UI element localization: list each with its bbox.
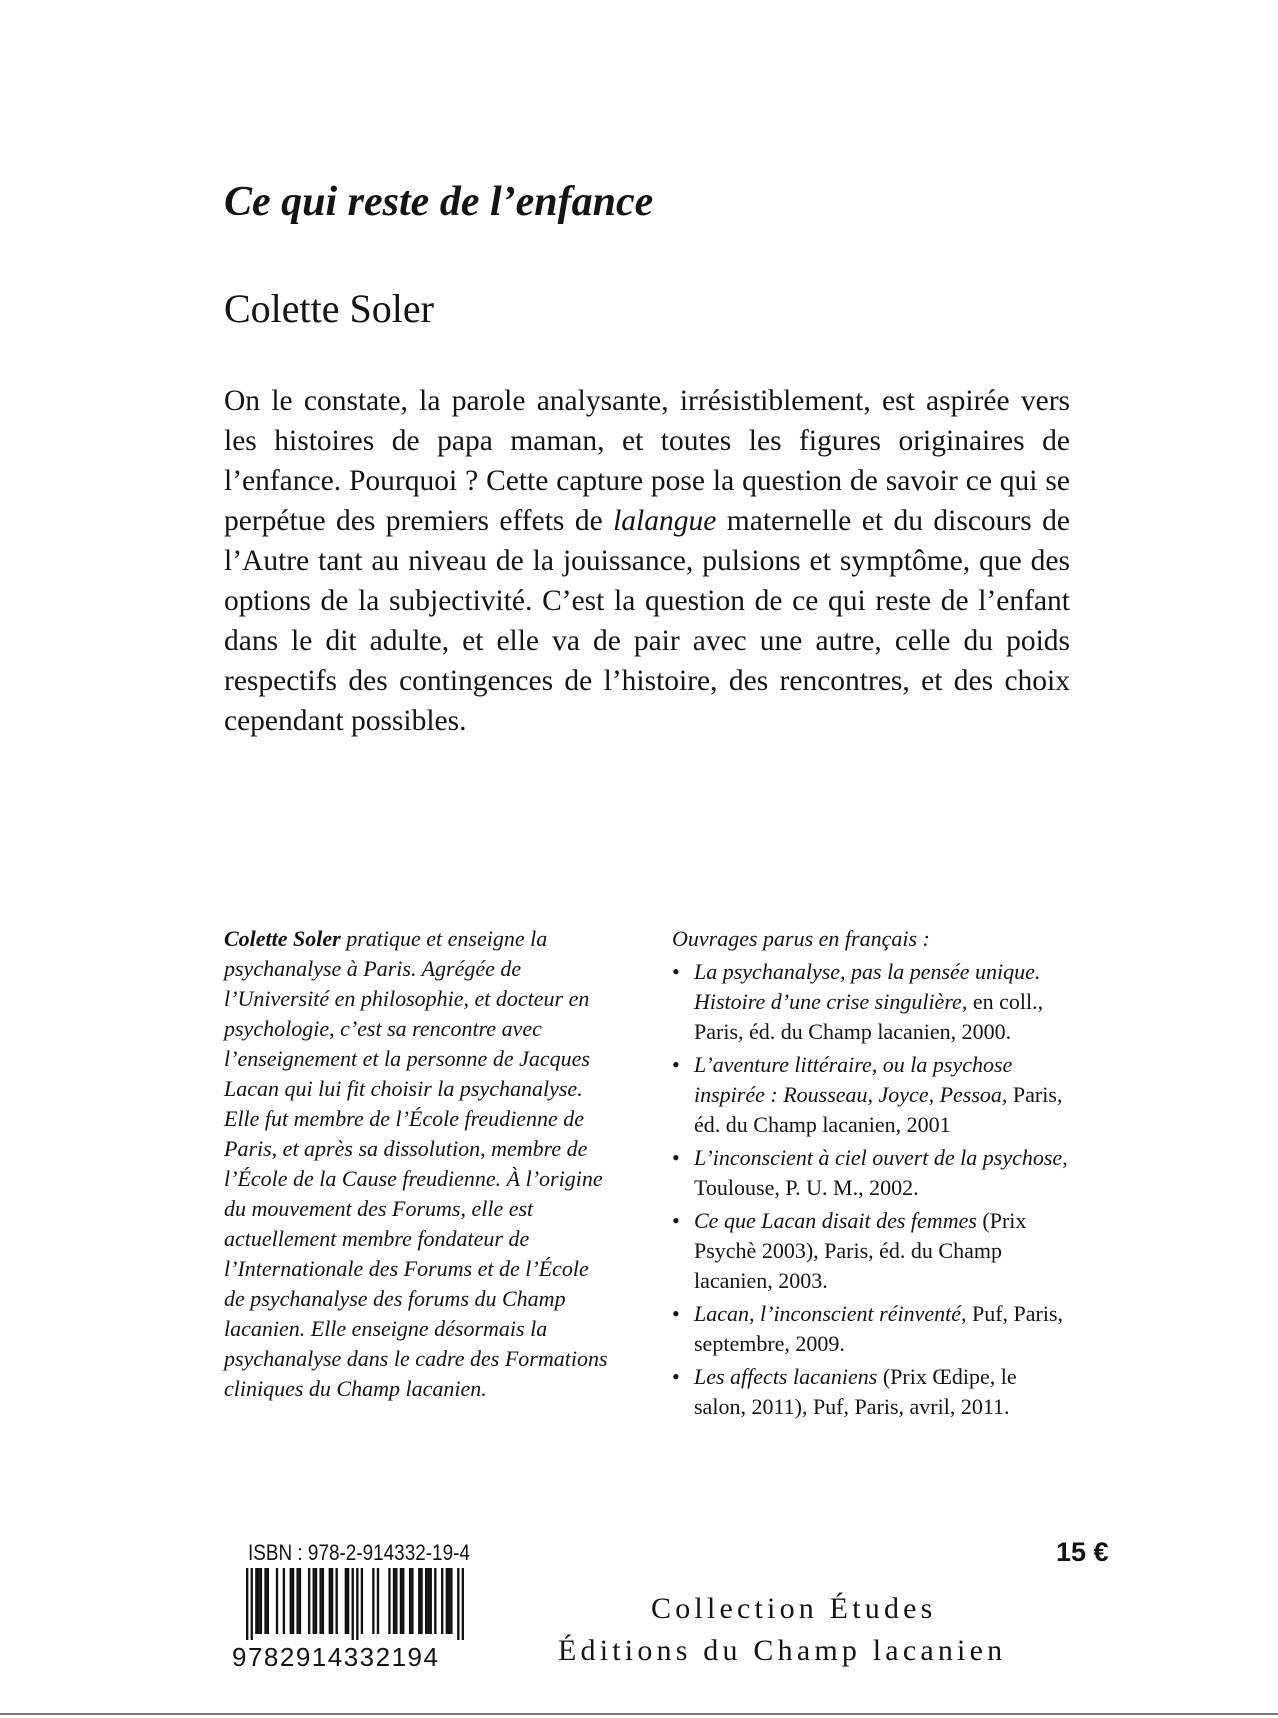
barcode-bar bbox=[425, 1568, 427, 1634]
barcode-bar bbox=[345, 1568, 347, 1634]
barcode-bar bbox=[409, 1568, 411, 1634]
work-details: (Prix Psychè 2003), Paris, éd. du Champ lacanien, 2003. bbox=[694, 1208, 1027, 1293]
work-title: La psychanalyse, pas la pensée unique. Histoire d’une crise singulière, bbox=[694, 959, 1041, 1014]
bottom-divider bbox=[0, 1713, 1278, 1715]
price-label: 15 € bbox=[1056, 1537, 1109, 1567]
work-title: L’inconscient à ciel ouvert de la psychose, bbox=[694, 1145, 1068, 1170]
list-item bbox=[672, 1143, 1072, 1203]
barcode-bar bbox=[393, 1568, 395, 1634]
bullet-icon: • bbox=[672, 1052, 680, 1077]
bullet-icon: • bbox=[672, 1208, 680, 1233]
barcode-bar bbox=[335, 1568, 337, 1634]
list-item bbox=[672, 1299, 1072, 1359]
barcode-bar bbox=[347, 1568, 349, 1634]
barcode-bar bbox=[267, 1568, 269, 1634]
barcode-bar bbox=[448, 1568, 450, 1634]
barcode-bar bbox=[450, 1568, 452, 1634]
barcode-bar bbox=[276, 1568, 278, 1634]
barcode-bar bbox=[299, 1568, 301, 1634]
work-details: Puf, Paris, septembre, 2009. bbox=[694, 1301, 1064, 1356]
barcode-bar bbox=[462, 1568, 464, 1640]
barcode-bar bbox=[457, 1568, 459, 1640]
barcode-bar bbox=[292, 1568, 294, 1634]
book-title: Ce qui reste de l’enfance bbox=[224, 179, 654, 225]
book-summary bbox=[224, 381, 1070, 741]
barcode-bar bbox=[251, 1568, 253, 1640]
barcode-icon bbox=[246, 1568, 464, 1640]
barcode-bar bbox=[430, 1568, 432, 1634]
barcode-bar bbox=[329, 1568, 331, 1634]
work-details: (Prix Œdipe, le salon, 2011), Puf, Paris, avril, 2011. bbox=[694, 1364, 1017, 1419]
isbn-label: ISBN : 978-2-914332-19-4 bbox=[248, 1540, 470, 1565]
list-item bbox=[672, 1050, 1072, 1140]
barcode-bar bbox=[361, 1568, 363, 1634]
barcode-bar bbox=[434, 1568, 436, 1634]
work-details: en coll., Paris, éd. du Champ lacanien, 2000. bbox=[694, 989, 1044, 1044]
barcode-bar bbox=[322, 1568, 324, 1634]
list-item bbox=[672, 957, 1072, 1047]
work-title: Ce que Lacan disait des femmes bbox=[694, 1208, 977, 1233]
barcode-bar bbox=[400, 1568, 402, 1634]
work-title: L’aventure littéraire, ou la psychose inspirée : Rousseau, Joyce, Pessoa, bbox=[694, 1052, 1013, 1107]
list-item bbox=[672, 1206, 1072, 1296]
barcode-bar bbox=[260, 1568, 262, 1634]
works-list bbox=[672, 957, 1072, 1422]
barcode-bar bbox=[356, 1568, 358, 1640]
bullet-icon: • bbox=[672, 1301, 680, 1326]
barcode-bar bbox=[372, 1568, 374, 1634]
bullet-icon: • bbox=[672, 1145, 680, 1170]
barcode-bar bbox=[290, 1568, 292, 1634]
barcode-bar bbox=[388, 1568, 390, 1634]
works-list-section bbox=[672, 924, 1072, 1425]
barcode-bar bbox=[308, 1568, 310, 1634]
barcode-bar bbox=[427, 1568, 429, 1634]
barcode-bar bbox=[264, 1568, 266, 1634]
barcode-digits: 9782914332194 bbox=[232, 1642, 440, 1672]
barcode-bar bbox=[377, 1568, 379, 1634]
barcode-bar bbox=[402, 1568, 404, 1634]
author-biography bbox=[224, 924, 614, 1404]
barcode-bar bbox=[446, 1568, 448, 1634]
bullet-icon: • bbox=[672, 959, 680, 984]
barcode-bar bbox=[420, 1568, 422, 1634]
barcode-bar bbox=[313, 1568, 315, 1634]
collection-name: Collection Études bbox=[651, 1592, 937, 1625]
bio-author-name: Colette Soler bbox=[224, 926, 341, 951]
barcode-bar bbox=[441, 1568, 443, 1634]
barcode-bar bbox=[319, 1568, 321, 1634]
bio-text: pratique et enseigne la psychanalyse à Paris. Agrégée de l’Université en philosophie, et docteur en psychologie, c’est sa rencontre avec l’enseignement et la personne de Jacques Lacan qui lui fit choisir la psychanalyse. Elle fut membre de l’École freudienne de Paris, et après sa dissolution, membre de l’École de la Cause freudienne. À l’origine du mouvement des Forums, elle est actuellement membre fondateur de l’Internationale des Forums et de l’École de psychanalyse des forums du Champ lacanien. Elle enseigne désormais la psychanalyse dans le cadre des Formations cliniques du Champ lacanien. bbox=[224, 926, 608, 1401]
barcode-bar bbox=[315, 1568, 317, 1634]
bullet-icon: • bbox=[672, 1364, 680, 1389]
work-details: Paris, éd. du Champ lacanien, 2001 bbox=[694, 1082, 1063, 1137]
barcode-bar bbox=[395, 1568, 397, 1634]
work-title: Lacan, l’inconscient réinventé, bbox=[694, 1301, 967, 1326]
barcode-bar bbox=[283, 1568, 285, 1634]
barcode-bar bbox=[352, 1568, 354, 1640]
barcode-bar bbox=[331, 1568, 333, 1634]
summary-emphasis: lalangue bbox=[613, 505, 717, 537]
barcode-bar bbox=[255, 1568, 257, 1634]
barcode-bar bbox=[296, 1568, 298, 1634]
author-name: Colette Soler bbox=[224, 286, 434, 331]
barcode-bar bbox=[418, 1568, 420, 1634]
barcode-bar bbox=[246, 1568, 248, 1640]
publisher-name: Éditions du Champ lacanien bbox=[558, 1634, 1007, 1667]
summary-text-part2: maternelle et du discours de l’Autre tant au niveau de la jouissance, pulsions et symptôme, que des options de la subjectivité. C’est la question de ce qui reste de l’enfant dans le dit adulte, et elle va de pair avec une autre, celle du poids respectifs des contingences de l’histoire, des rencontres, et des choix cependant possibles. bbox=[224, 505, 1070, 737]
work-title: Les affects lacaniens bbox=[694, 1364, 878, 1389]
barcode-bar bbox=[411, 1568, 413, 1634]
works-heading: Ouvrages parus en français : bbox=[672, 926, 930, 951]
summary-text-part1: On le constate, la parole analysante, irrésistiblement, est aspirée vers les histoires de papa maman, et toutes les figures originaires de l’enfance. Pourquoi ? Cette capture pose la question de savoir ce qui se perpétue des premiers effets de bbox=[224, 385, 1070, 537]
list-item bbox=[672, 1362, 1072, 1422]
work-details: Toulouse, P. U. M., 2002. bbox=[694, 1175, 919, 1200]
barcode-bar bbox=[257, 1568, 259, 1634]
